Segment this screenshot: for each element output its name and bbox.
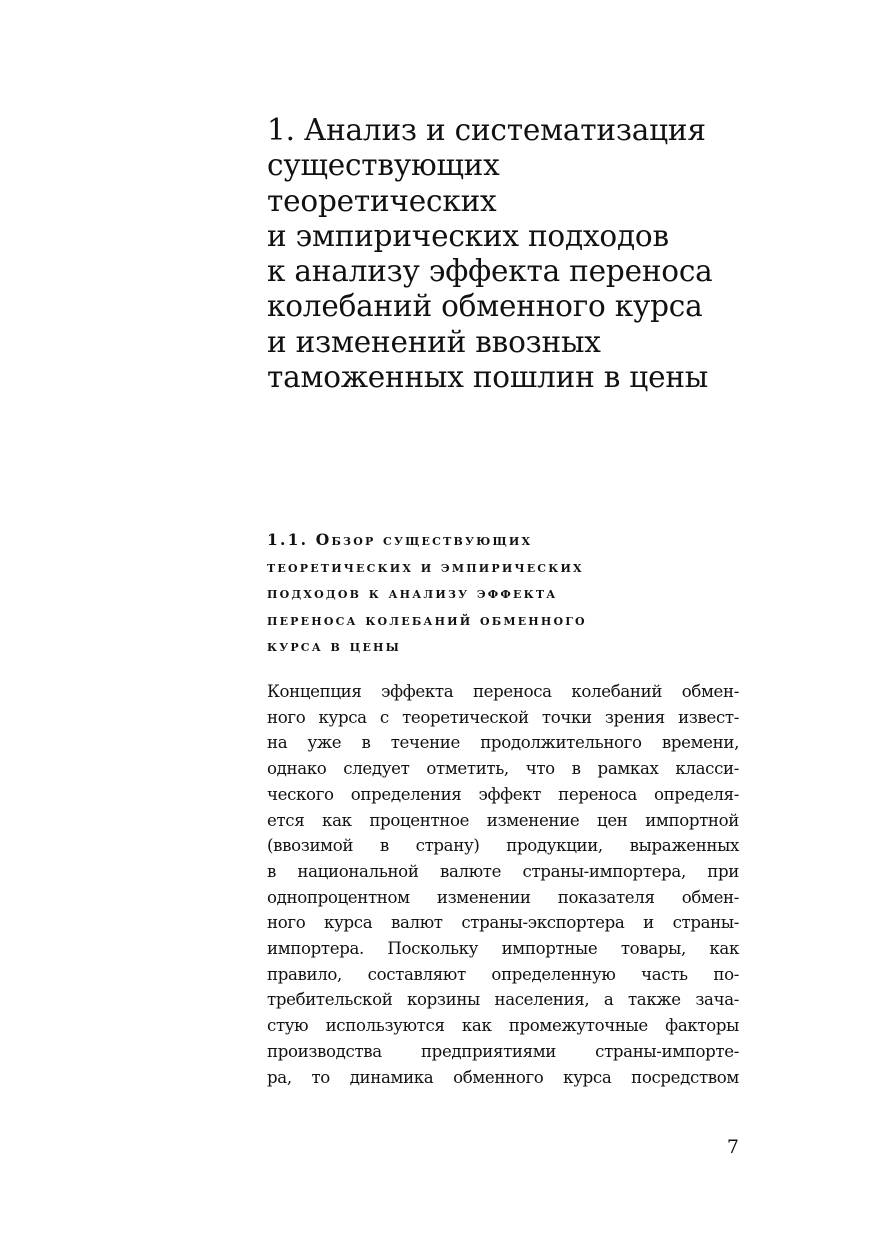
body-line: однопроцентном изменении показателя обмен- bbox=[267, 887, 739, 907]
body-paragraph bbox=[267, 679, 739, 1090]
body-line: стую используются как промежуточные факторы bbox=[267, 1016, 739, 1036]
section-title-line: теоретических и эмпирических bbox=[267, 556, 584, 576]
chapter-title-line: существующих bbox=[267, 148, 500, 183]
body-line: ется как процентное изменение цен импортной bbox=[267, 810, 739, 830]
chapter-title-line: теоретических bbox=[267, 183, 497, 218]
body-line: правило, составляют определенную часть по- bbox=[267, 964, 739, 984]
body-line: ного курса валют страны-экспортера и страны- bbox=[267, 913, 739, 933]
chapter-title bbox=[267, 113, 787, 395]
section-title bbox=[267, 527, 747, 660]
body-line: однако следует отметить, что в рамках класси- bbox=[267, 759, 739, 779]
body-line: в национальной валюте страны-импортера, при bbox=[267, 861, 739, 881]
chapter-title-line: к анализу эффекта переноса bbox=[267, 254, 713, 289]
chapter-title-line: колебаний обменного курса bbox=[267, 289, 703, 324]
page-number: 7 bbox=[726, 1136, 739, 1158]
body-line: Концепция эффекта переноса колебаний обмен- bbox=[267, 682, 739, 701]
chapter-title-line: 1. Анализ и систематизация bbox=[267, 113, 706, 147]
body-line: производства предприятиями страны-импорте- bbox=[267, 1041, 739, 1061]
body-line: требительской корзины населения, а также зача- bbox=[267, 990, 739, 1010]
body-line: импортера. Поскольку импортные товары, как bbox=[267, 939, 739, 959]
body-line: ного курса с теоретической точки зрения извест- bbox=[267, 707, 739, 727]
section-title-line: подходов к анализу эффекта bbox=[267, 583, 558, 602]
section-title-line: курса в цены bbox=[267, 636, 402, 655]
chapter-title-line: таможенных пошлин в цены bbox=[267, 360, 709, 395]
body-line: (ввозимой в страну) продукции, выраженных bbox=[267, 836, 739, 856]
section-title-line: 1.1. Обзор существующих bbox=[267, 530, 533, 549]
chapter-title-line: и эмпирических подходов bbox=[267, 218, 669, 253]
body-line: ческого определения эффект переноса определя- bbox=[267, 784, 739, 804]
body-line: ра, то динамика обменного курса посредством bbox=[267, 1067, 739, 1087]
body-line: на уже в течение продолжительного времени, bbox=[267, 733, 739, 753]
section-title-line: переноса колебаний обменного bbox=[267, 609, 587, 629]
chapter-title-line: и изменений ввозных bbox=[267, 324, 601, 359]
